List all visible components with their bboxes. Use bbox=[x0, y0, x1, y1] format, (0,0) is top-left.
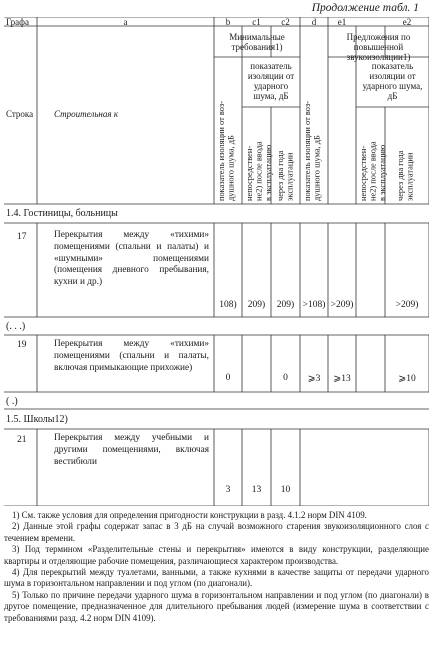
row-description: Перекрытия между «тихими» помещениями (спальни и палаты, включая примыкающие прихожие) bbox=[54, 339, 209, 373]
header-airborne-proposal: показатель изоляции от воз- душного шума, дБ bbox=[303, 100, 322, 201]
footnote: 5) Только по причине передачи ударного шума в горизонтальном направлении и под углом (по диагонали) в другое помещение, предназначенное для длительного пребывания людей (измерение шума в соответствии с требованиями разд. 4.2 норм DIN 4109). bbox=[4, 589, 429, 623]
header-col-c1: c1 bbox=[252, 17, 261, 27]
cell-c2: 209) bbox=[276, 300, 295, 310]
cell-b: 108) bbox=[219, 300, 237, 310]
header-col-e2: e2 bbox=[402, 17, 412, 27]
gap-marker: (. . .) bbox=[6, 321, 26, 332]
header-col-e1: e1 bbox=[337, 17, 347, 27]
section-label: 1.5. Школы12) bbox=[6, 414, 68, 425]
header-airborne-min: показатель изоляции от воз- душного шума, дБ bbox=[217, 100, 236, 201]
data-table bbox=[4, 17, 429, 506]
cell-e1: >209) bbox=[330, 300, 354, 310]
cell-c2: 10 bbox=[280, 485, 291, 495]
header-impact-proposal: показатель изоляции от ударного шума, дБ bbox=[362, 61, 423, 101]
footnote: 4) Для перекрытий между туалетами, ванными, а также кухнями в качестве защиты от передачи ударного шума в горизонтальном направлении и под углом (по диагонали). bbox=[4, 567, 429, 589]
header-twoyears-min: через два года эксплуатации bbox=[276, 150, 295, 201]
header-stroka: Строка bbox=[6, 109, 34, 119]
footnote: 2) Данные этой графы содержат запас в 3 дБ на случай возможного старения звукоизоляционного слоя с течением времени. bbox=[4, 521, 429, 543]
table-caption: Продолжение табл. 1 bbox=[311, 2, 419, 14]
header-impact-min: показатель изоляции от ударного шума, дБ bbox=[247, 61, 295, 101]
cell-c2: 0 bbox=[283, 373, 288, 383]
cell-b: 0 bbox=[225, 373, 231, 383]
cell-c1: 209) bbox=[247, 300, 266, 310]
footnote: 1) См. также условия для определения пригодности конструкции в разд. 4.1.2 норм DIN 4109. bbox=[12, 510, 367, 520]
row-number: 17 bbox=[17, 232, 27, 242]
header-twoyears-proposal: через два года эксплуатации bbox=[396, 150, 415, 201]
row-description: Перекрытия между учебными и другими помещениями, включая вестибюли bbox=[54, 433, 209, 467]
footnotes bbox=[4, 510, 429, 624]
cell-d: ⩾3 bbox=[307, 374, 321, 384]
header-grafa: Графа bbox=[6, 17, 29, 27]
footnote: 3) Под термином «Разделительные стены и перекрытия» имеются в виду конструкции, разделяющие квартиры и отделяющие рабочие помещения, различающиеся характером производства. bbox=[4, 544, 429, 566]
header-proposals: Предложения по повышенной звукоизоляции1) bbox=[346, 32, 411, 62]
header-direct-min: непосредствен- не2) после ввода в эксплуатацию bbox=[245, 141, 273, 201]
cell-e2: >209) bbox=[395, 300, 419, 310]
section-label: 1.4. Гостиницы, больницы bbox=[6, 208, 118, 219]
header-direct-proposal: непосредствен- не2) после ввода в эксплуатацию bbox=[359, 141, 387, 201]
cell-b: 3 bbox=[225, 485, 231, 495]
row-number: 19 bbox=[17, 340, 27, 350]
header-min-requirements: Минимальные требования1) bbox=[229, 32, 285, 52]
header-construction: Строительная к bbox=[54, 109, 119, 119]
cell-e2: ⩾10 bbox=[398, 374, 416, 384]
header-col-c2: c2 bbox=[281, 17, 290, 27]
cell-d: >108) bbox=[302, 300, 326, 310]
row-number: 21 bbox=[17, 435, 27, 445]
cell-e1: ⩾13 bbox=[333, 374, 351, 384]
header-col-a: a bbox=[123, 17, 128, 27]
gap-marker: ( .) bbox=[6, 396, 18, 407]
header-col-d: d bbox=[311, 17, 317, 27]
header-col-b: b bbox=[225, 17, 231, 27]
cell-c1: 13 bbox=[251, 485, 262, 495]
row-description: Перекрытия между «тихими» помещениями (спальни и палаты) и «шумными» помещениями (помещения дневного пребывания, кухни и др.) bbox=[54, 230, 209, 288]
